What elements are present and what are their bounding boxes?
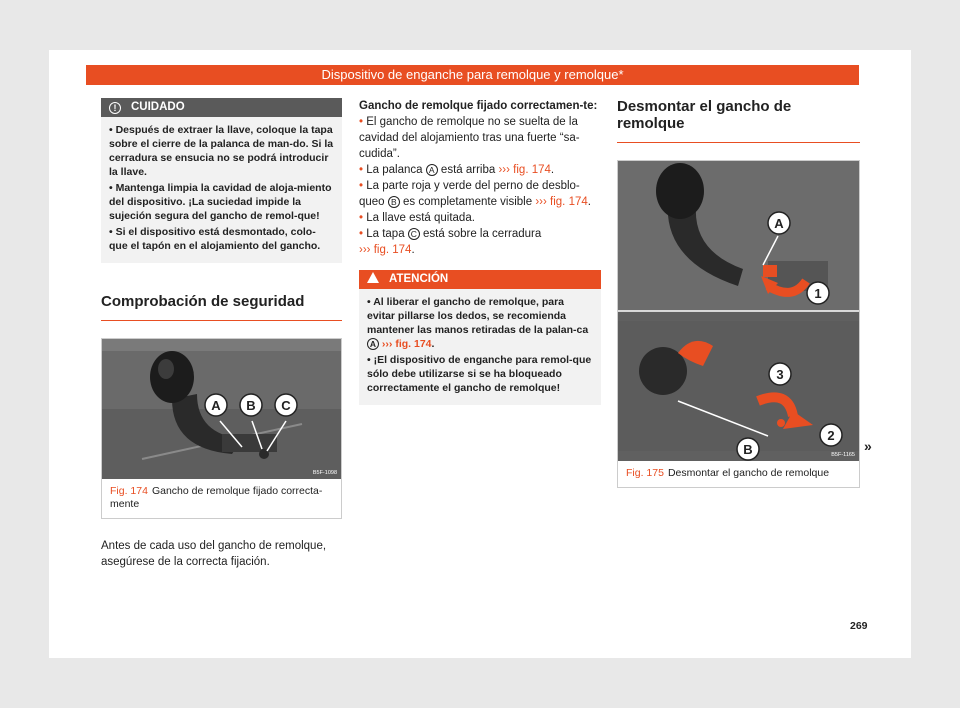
caution-box (101, 98, 342, 263)
label-3: 3 (776, 367, 784, 382)
tow-hook-illustration (102, 339, 341, 479)
checklist-item: • La tapa C está sobre la cerradura ››› fig. 174. (359, 228, 542, 256)
label-2: 2 (827, 428, 835, 443)
section-title-security-check: Comprobación de seguridad (101, 293, 342, 321)
warning-header (359, 270, 601, 289)
figure-number: Fig. 175 (626, 467, 664, 479)
caution-item: • Después de extraer la llave, coloque la tapa sobre el cierre de la palanca de man-do. Si la cerradura se ensucia no se podrá introducir la llave. (109, 124, 334, 178)
continued-marker: » (864, 438, 872, 454)
label-b: B (743, 442, 753, 457)
bullet-icon: • (359, 164, 367, 176)
figure-174-image (102, 339, 341, 479)
figure-174-caption: Fig. 174 Gancho de remolque fijado correcta-mente (110, 485, 323, 510)
figure-link[interactable]: ››› fig. 174 (498, 164, 551, 176)
figure-link[interactable]: ››› fig. 174 (535, 196, 588, 208)
warning-box (359, 270, 601, 405)
caution-item: • Mantenga limpia la cavidad de aloja-miento del dispositivo. ¡La suciedad impide la sujeción segura del gancho de remol-que! (109, 182, 332, 222)
figure-number: Fig. 174 (110, 485, 148, 497)
column-left (101, 98, 342, 570)
bullet-icon: • (359, 228, 367, 240)
paragraph-before-use: Antes de cada uso del gancho de remolque, asegúrese de la correcta fijación. (101, 540, 327, 568)
figure-175 (617, 160, 860, 488)
figure-link[interactable]: ››› fig. 174 (381, 338, 432, 350)
figure-code: B5F-1165 (831, 452, 855, 458)
bullet-icon: • (367, 296, 374, 308)
checklist-item: • La palanca A está arriba ››› fig. 174. (359, 164, 555, 176)
bullet-icon: • (109, 124, 116, 136)
figure-code: B5F-1098 (312, 470, 337, 476)
label-1: 1 (814, 286, 822, 301)
column-right (617, 98, 860, 488)
column-middle (359, 98, 601, 405)
bullet-icon: • (359, 180, 367, 192)
info-icon: ! (109, 102, 121, 114)
label-b: B (246, 398, 256, 413)
label-a: A (774, 216, 784, 231)
checklist-item: • El gancho de remolque no se suelta de la cavidad del alojamiento tras una fuerte “sa-cudida”. (359, 116, 580, 160)
warning-item: • ¡El dispositivo de enganche para remol-que sólo debe utilizarse si se ha bloqueado correctamente el gancho de remolque! (367, 354, 592, 394)
checklist-item: • La llave está quitada. (359, 212, 475, 224)
letter-c-badge: C (408, 228, 420, 240)
checklist-heading: Gancho de remolque fijado correctamen-te: (359, 100, 598, 112)
letter-b-badge: B (388, 196, 400, 208)
figure-175-caption: Fig. 175 Desmontar el gancho de remolque (626, 467, 830, 479)
label-c: C (281, 398, 291, 413)
hook-removal-illustration (618, 161, 859, 461)
bullet-icon: • (109, 226, 116, 238)
warning-item: • Al liberar el gancho de remolque, para evitar pillarse los dedos, se recomienda mantener las manos retiradas de la palan-ca A ››› fig. 174. (367, 296, 589, 350)
warning-triangle-icon (367, 272, 379, 283)
page-number: 269 (850, 620, 868, 632)
bullet-icon: • (359, 116, 367, 128)
figure-link[interactable]: ››› fig. 174 (359, 244, 412, 256)
section-title-remove-hook: Desmontar el gancho de remolque (617, 98, 860, 143)
caution-header (101, 98, 342, 117)
bullet-icon: • (359, 212, 367, 224)
checklist-item: • La parte roja y verde del perno de desblo-queo B es completamente visible ››› fig. 174. (359, 180, 591, 208)
warning-title: ATENCIÓN (389, 273, 449, 285)
letter-a-badge: A (367, 338, 379, 350)
caution-title: CUIDADO (131, 101, 185, 113)
bullet-icon: • (109, 182, 116, 194)
figure-174 (101, 338, 342, 519)
caution-item: • Si el dispositivo está desmontado, colo-que el tapón en el alojamiento del gancho. (109, 226, 321, 252)
page-header: Dispositivo de enganche para remolque y remolque* (86, 65, 859, 85)
figure-175-image (618, 161, 859, 461)
label-a: A (211, 398, 221, 413)
letter-a-badge: A (426, 164, 438, 176)
bullet-icon: • (367, 354, 374, 366)
